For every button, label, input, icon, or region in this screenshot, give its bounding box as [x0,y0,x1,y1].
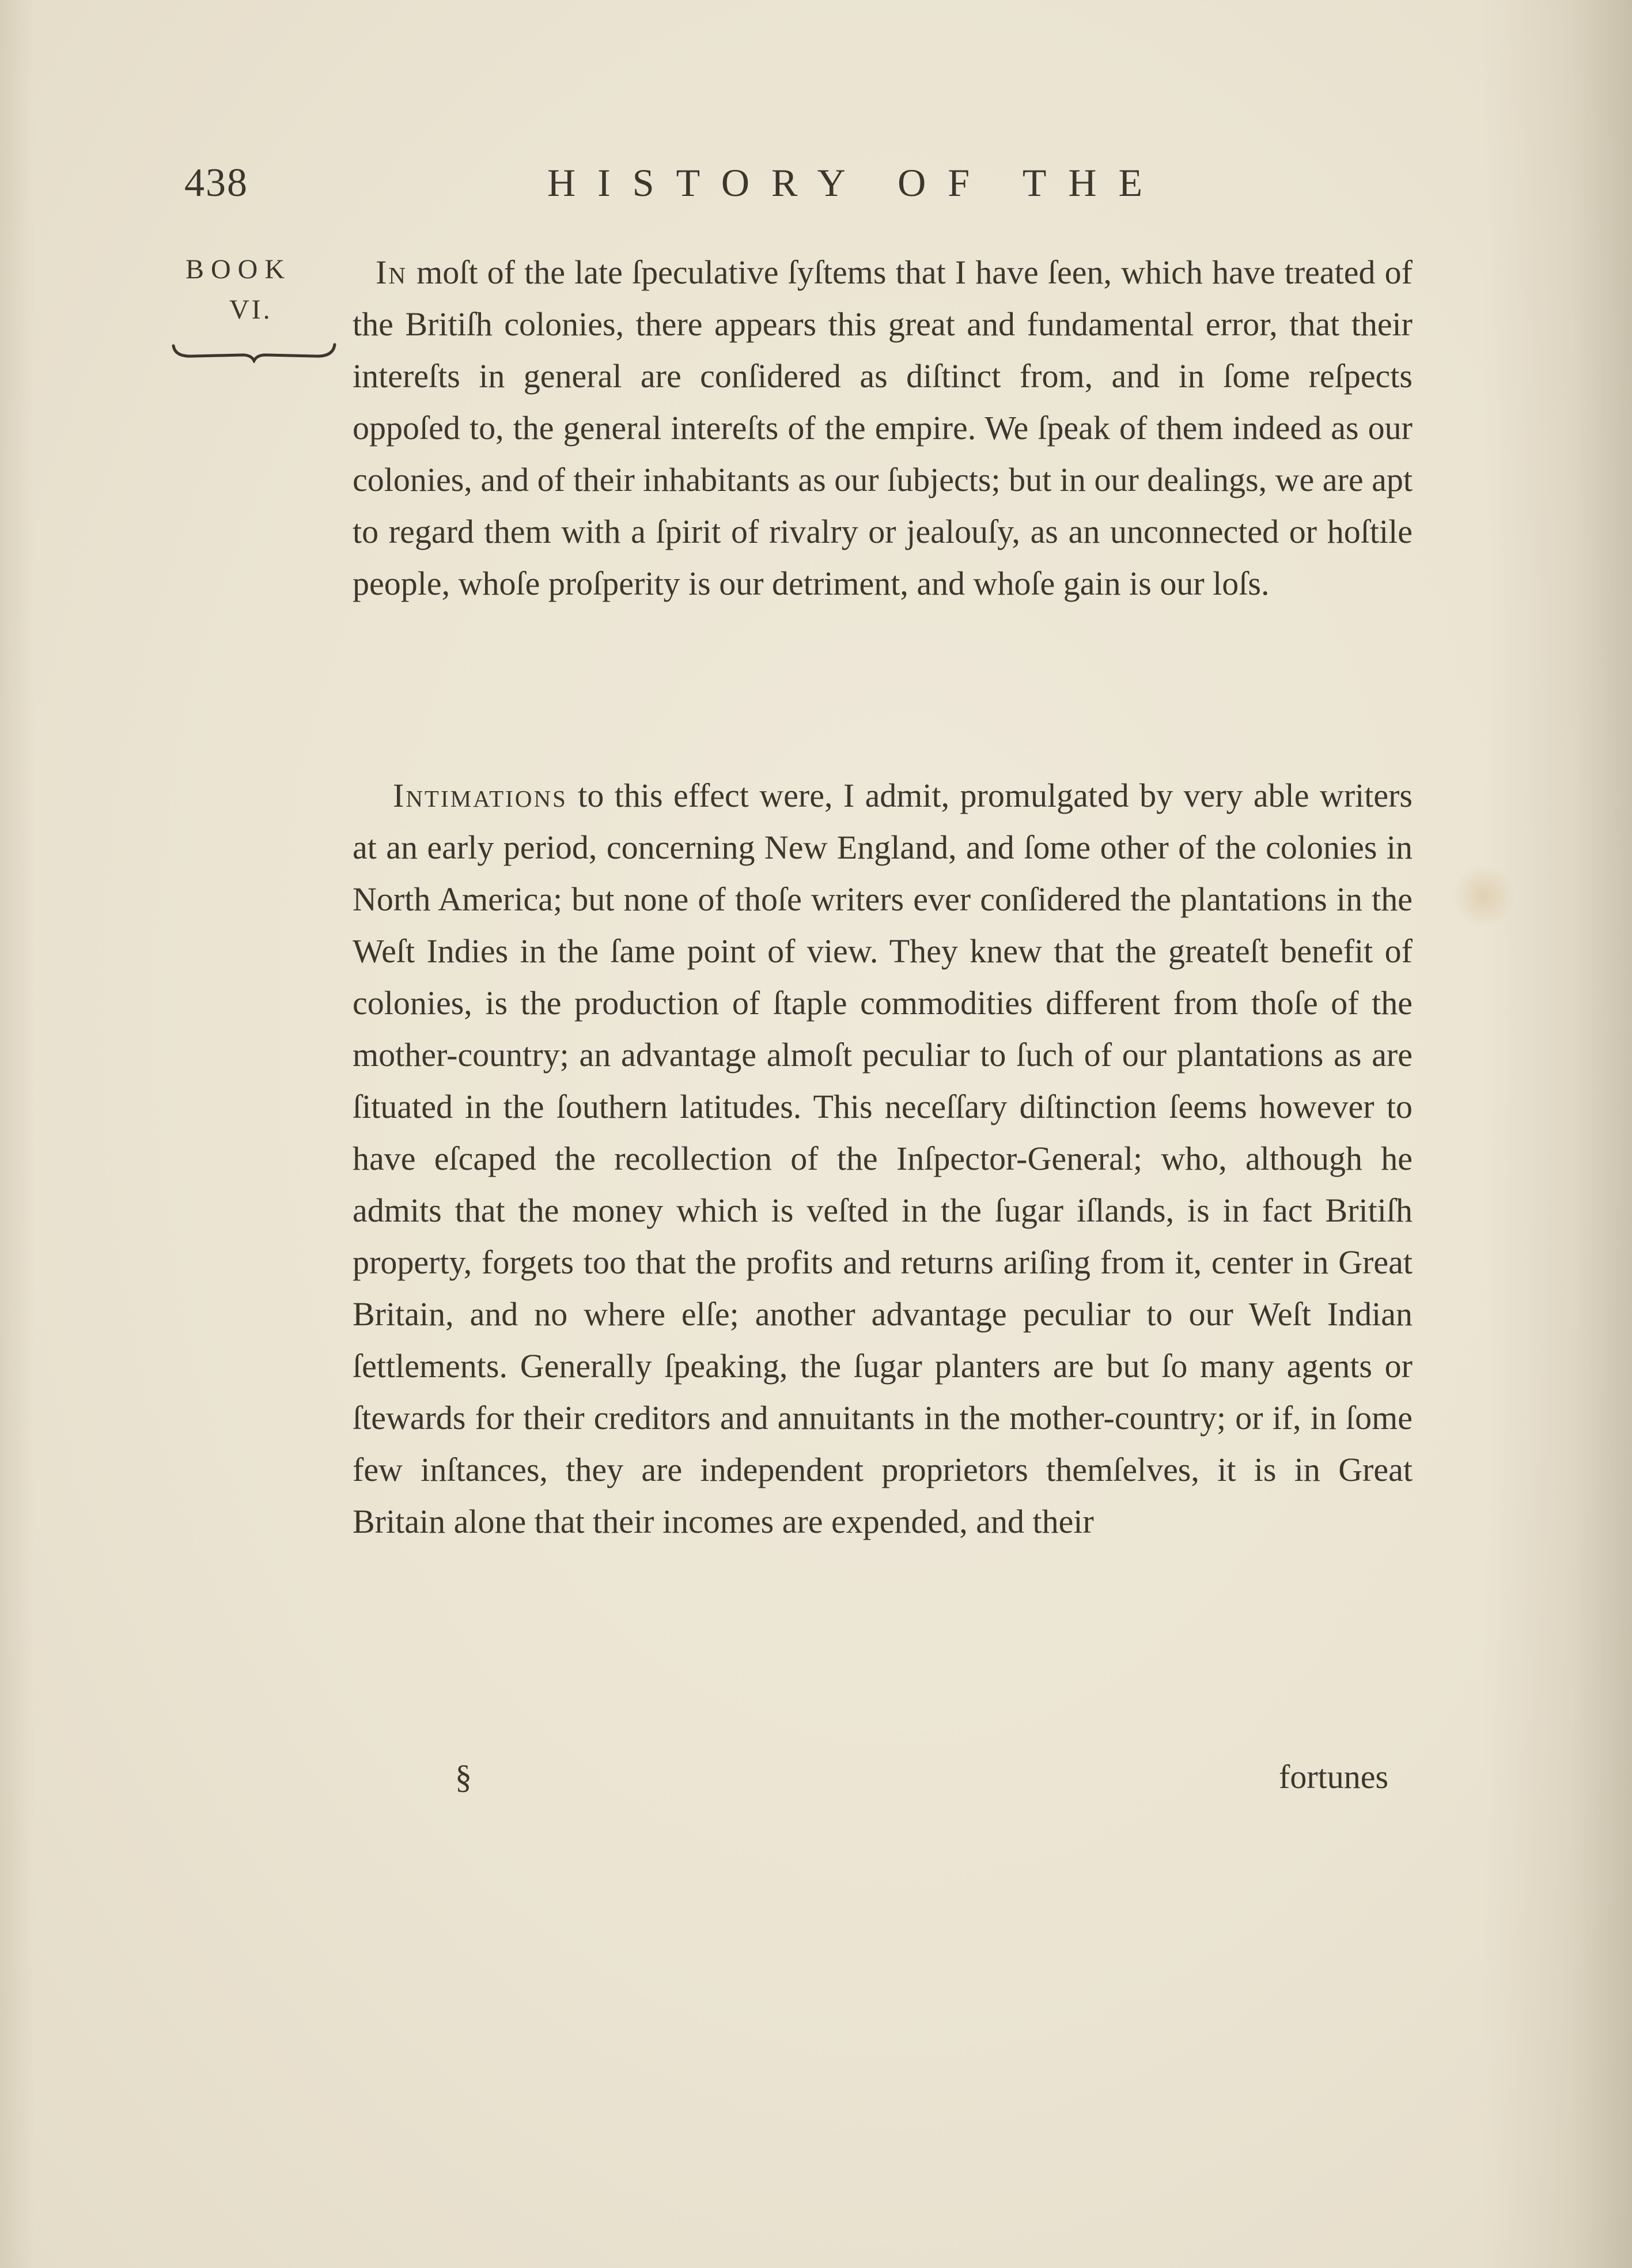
running-head: HISTORY OF THE [547,161,1165,205]
gutter-shadow [1482,0,1632,2268]
margin-book-label: BOOK [185,254,292,285]
signature-mark: § [455,1758,472,1795]
margin-brace-icon [171,340,338,363]
paragraph-1 [353,247,1413,610]
paper-stain [1452,864,1515,928]
margin-book-number: VI. [229,294,272,325]
paragraph-1-text: moſt of the late ſpeculative ſyſtems that I have ſeen, which have treated of the Britiſh colonies, there appears this great and fundamental error, that their intereſts in general are conſidered as diſtinct from, and in ſome reſpects oppoſed to, the general intereſts of the empire. We ſpeak of them indeed as our colonies, and of their inhabitants as our ſubjects; but in our dealings, we are apt to regard them with a ſpirit of rivalry or jealouſy, as an unconnected or hoſtile people, whoſe proſperity is our detriment, and whoſe gain is our loſs. [353,254,1413,602]
paragraph-2-text: to this effect were, I admit, promulgated by very able writers at an early period, concerning New England, and ſome other of the colonies in North America; but none of thoſe writers ever conſidered the plantations in the Weſt Indies in the ſame point of view. They knew that the greateſt benefit of colonies, is the production of ſtaple commodities different from thoſe of the mother-country; an advantage almoſt peculiar to ſuch of our plantations as are ſituated in the ſouthern latitudes. This neceſſary diſtinction ſeems however to have eſcaped the recollection of the Inſpector-General; who, although he admits that the money which is veſted in the ſugar iſlands, is in fact Britiſh property, forgets too that the profits and returns ariſing from it, center in Great Britain, and no where elſe; another advantage peculiar to our Weſt Indian ſettlements. Generally ſpeaking, the ſugar planters are but ſo many agents or ſtewards for their creditors and annuitants in the mother-country; or if, in ſome few inſtances, they are independent proprietors themſelves, it is in Great Britain alone that their incomes are expended, and their [353,777,1413,1540]
paragraph-2-first-word: Intimations [393,777,567,814]
paragraph-2 [353,770,1413,1548]
catchword: fortunes [1279,1758,1389,1795]
page-edge-shadow [0,0,35,2268]
page-number: 438 [184,161,248,205]
paragraph-1-first-word: In [376,254,407,291]
